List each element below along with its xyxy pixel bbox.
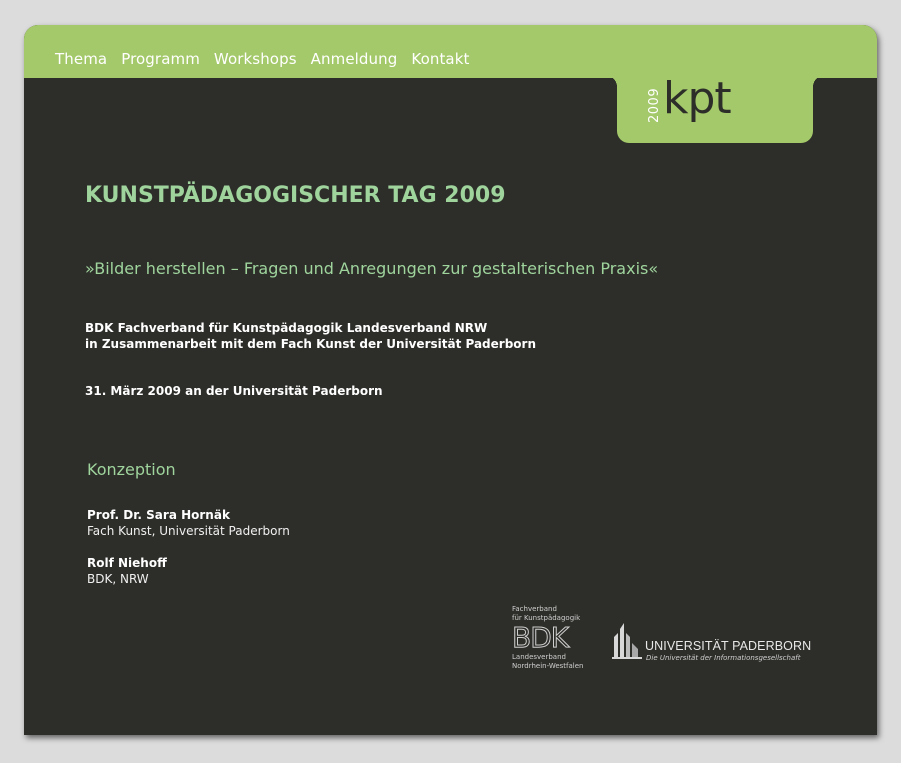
page-frame xyxy=(24,25,877,735)
person-entry xyxy=(87,555,167,587)
nav-item-programm[interactable]: Programm xyxy=(121,50,200,68)
bdk-top-line: für Kunstpädagogik xyxy=(512,614,581,622)
person-name: Rolf Niehoff xyxy=(87,556,167,570)
organizer-line: BDK Fachverband für Kunstpädagogik Landesverband NRW xyxy=(85,321,488,335)
person-name: Prof. Dr. Sara Hornäk xyxy=(87,508,230,522)
university-name: UNIVERSITÄT PADERBORN xyxy=(645,639,812,653)
main-nav xyxy=(55,50,484,68)
logo-year: 2009 xyxy=(647,87,662,123)
bdk-wordmark: BDK xyxy=(512,621,569,654)
university-emblem-icon xyxy=(612,619,644,659)
nav-item-anmeldung[interactable]: Anmeldung xyxy=(310,50,398,68)
event-date: 31. März 2009 an der Universität Paderborn xyxy=(85,384,383,398)
person-affiliation: BDK, NRW xyxy=(87,572,149,586)
person-entry xyxy=(87,507,290,539)
nav-item-thema[interactable]: Thema xyxy=(55,50,108,68)
nav-item-kontakt[interactable]: Kontakt xyxy=(411,50,470,68)
person-affiliation: Fach Kunst, Universität Paderborn xyxy=(87,524,290,538)
bdk-bottom-text xyxy=(512,653,612,671)
page-subtitle: »Bilder herstellen – Fragen und Anregungen zur gestalterischen Praxis« xyxy=(85,259,659,278)
organizer-info xyxy=(85,320,536,352)
university-paderborn-logo[interactable] xyxy=(612,619,812,669)
organizer-line: in Zusammenarbeit mit dem Fach Kunst der Universität Paderborn xyxy=(85,337,536,351)
konzeption-heading: Konzeption xyxy=(87,460,176,479)
top-navigation-bar xyxy=(24,25,877,78)
bdk-bottom-line: Landesverband xyxy=(512,653,566,661)
nav-item-workshops[interactable]: Workshops xyxy=(213,50,297,68)
logo-text: kpt xyxy=(663,73,731,124)
university-tagline: Die Universität der Informationsgesellschaft xyxy=(646,654,801,662)
bdk-logo[interactable] xyxy=(512,605,612,680)
page-title: KUNSTPÄDAGOGISCHER TAG 2009 xyxy=(85,183,506,208)
kpt-logo[interactable] xyxy=(617,75,813,143)
bdk-top-line: Fachverband xyxy=(512,605,557,613)
bdk-bottom-line: Nordrhein-Westfalen xyxy=(512,662,584,670)
